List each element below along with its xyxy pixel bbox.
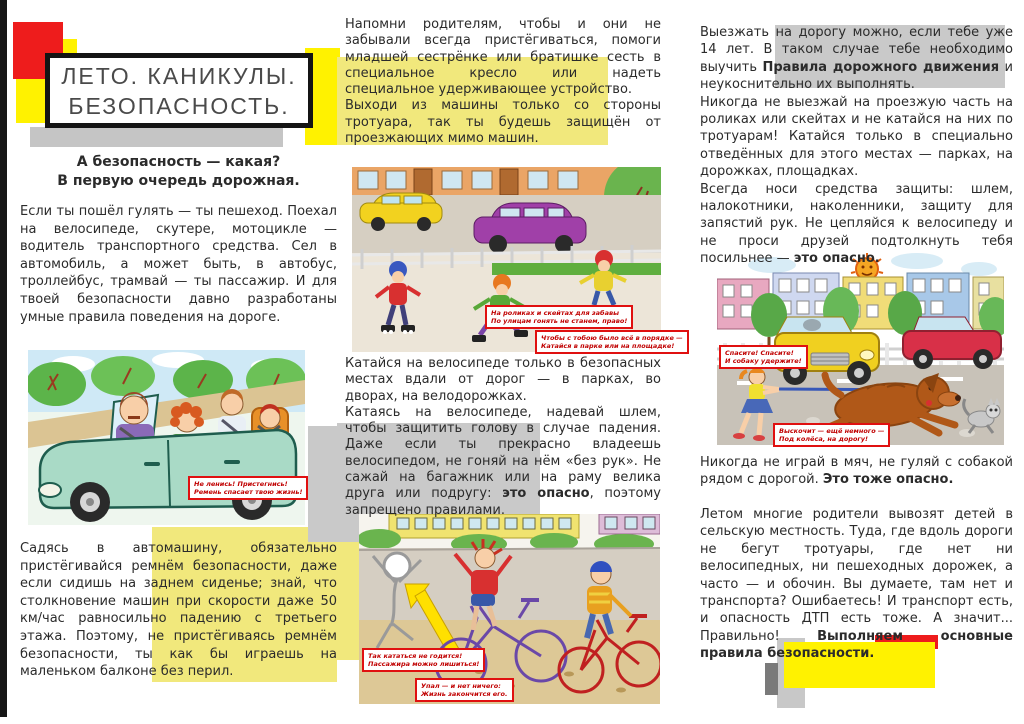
paragraph-text: Никогда не играй в мяч, не гуляй с собакой рядом с дорогой. <box>700 455 1013 488</box>
dog-chasing-cat-illustration <box>717 253 1004 445</box>
cycling-scene <box>359 514 660 704</box>
illustration-caption <box>362 648 485 672</box>
paragraph-text: Всегда носи средства защиты: шлем, налокотники, наколенники, защиту для запястий рук. Не цепляйся к велосипеду и не проси друзей подтолкнуть тебя посильнее — <box>700 181 1013 267</box>
illustration-caption <box>773 423 890 447</box>
headlight <box>39 483 61 497</box>
caption-line: На роликах и скейтах для забавы <box>491 309 619 317</box>
hedge <box>492 263 661 275</box>
column2-paragraph-3: Катайся на велосипеде только в безопасных местах вдали от дорог — в парках, во дворах, на велодорожках. <box>345 356 661 404</box>
illustration-caption <box>415 678 514 702</box>
paragraph-text: Катаясь на велосипеде, надевай шлем, чтобы защитить голову в случае падения. Даже если ты прекрасно владеешь велосипедом, не гоняй на нём «без рук». Не сажай на багажник или на раму велика друга или подругу: <box>345 404 661 502</box>
caption-line: Не ленись! Пристегнись! <box>194 480 288 488</box>
caption-line: И собаку удержите! <box>725 357 802 365</box>
bold-warning-text: это опасно <box>502 486 590 502</box>
bold-rules-text: Правила дорожного движения <box>762 59 1000 75</box>
illustration-caption <box>719 345 808 369</box>
illustration-caption <box>485 305 633 329</box>
paragraph-text: Летом многие родители вывозят детей в сельскую местность. Туда, где вдоль дороги не бегут тротуары, где нет ни велосипедных, ни пешеходных дорожек, а часто — и обочин. Вы думаете, там нет и транспорта? Ошибаетесь! И транспорт есть, и опасность ДТП есть тоже. А значит... Правильно! <box>700 507 1013 644</box>
caption-line: Выскочит — ещё немного — <box>779 427 885 435</box>
decor-footer-darkgray <box>765 663 778 695</box>
bold-conclusion-text: Выполняем основные правила безопасности. <box>700 628 1014 662</box>
car-family-illustration <box>28 350 305 525</box>
cycling-kids-illustration <box>359 514 660 704</box>
bold-warning-text: это опасно. <box>793 251 880 267</box>
caption-line: Так кататься не годится! <box>368 652 463 660</box>
illustration-caption <box>188 476 308 500</box>
column1-subheading <box>20 153 337 191</box>
subheading-line2: В первую очередь дорожная. <box>57 173 300 189</box>
decor-left-black-strip <box>0 0 7 717</box>
page-title-line2: БЕЗОПАСНОСТЬ. <box>68 92 290 119</box>
column2-paragraph-2: Выходи из машины только со стороны тротуара, так ты будешь защищён от проезжающих мимо машин. <box>345 98 661 147</box>
paragraph-text: и неукоснительно их выполнять. <box>700 59 1013 93</box>
column2-paragraphs-top <box>345 17 661 147</box>
front-wheel <box>70 482 110 522</box>
paragraph-text: Выезжать на дорогу можно, если тебе уже 14 лет. В таком случае тебе необходимо выучить <box>700 25 1013 75</box>
bold-warning-text: Это тоже опасно. <box>822 472 954 488</box>
column1-paragraph-1: Если ты пошёл гулять — ты пешеход. Поехал на велосипеде, скутере, мотоцикле — водитель транспортного средства. Сел в автомобиль, а может быть, в автобус, троллейбус, трамвай — ты пассажир. И для твоей безопасности давно разработаны умные правила поведения на дороге. <box>20 204 337 325</box>
illustration-caption <box>535 330 689 354</box>
column2-paragraph-4 <box>345 405 661 519</box>
column3-paragraph-1 <box>700 24 1013 94</box>
caption-line: Пассажира можно лишиться! <box>368 660 480 668</box>
decor-gray-rect-col1 <box>308 426 337 542</box>
column3-paragraph-5 <box>700 506 1013 663</box>
column3-paragraph-3 <box>700 181 1013 268</box>
caption-line: Катайся в парке или на площадке! <box>541 342 675 350</box>
page-title <box>45 53 313 128</box>
decor-gray-bar-under-title <box>30 127 283 147</box>
column3-paragraph-4 <box>700 454 1013 489</box>
dog-collar <box>926 400 932 406</box>
caption-line: Жизнь закончится его. <box>421 690 508 698</box>
subheading-line1: А безопасность — какая? <box>76 154 281 170</box>
column3-paragraph-2: Никогда не выезжай на проезжую часть на роликах или скейтах и не катайся на них по тротуарам! Катайся только в специально отведённых для этого местах — парках, на дорожках, площадках. <box>700 94 1013 180</box>
column1-paragraph-2: Садясь в автомашину, обязательно пристёгивайся ремнём безопасности, даже если сидишь на заднем сиденье; знай, что столкновение машин при скорости даже 50 км/час равносильно падению с третьего этажа. Поэтому, не пристёгиваясь ремнём безопасности, ты как бы играешь на маленьком балконе без перил. <box>20 541 337 680</box>
rollerblading-kids-illustration <box>352 167 683 352</box>
column2-paragraph-1: Напомни родителям, чтобы и они не забывали всегда пристёгиваться, помоги младшей сестрёнке или братишке сесть в специальное кресло или надеть специальное удерживающее устройство. <box>345 17 661 98</box>
caption-line: Спасите! Спасите! <box>725 349 794 357</box>
caption-line: Чтобы с тобою было всё в порядке — <box>541 334 683 342</box>
column3-paragraphs-top <box>700 24 1013 268</box>
page-title-line1: ЛЕТО. КАНИКУЛЫ. <box>61 62 297 89</box>
caption-line: Упал — и нет ничего: <box>421 682 501 690</box>
caption-line: Под колёса, на дорогу! <box>779 435 869 443</box>
caption-line: По улицам гонять не станем, право! <box>491 317 628 325</box>
paragraph-text: , поэтому запрещено правилами. <box>345 486 661 518</box>
caption-line: Ремень спасает твою жизнь! <box>194 488 303 496</box>
door-handle <box>144 462 160 466</box>
column2-paragraphs-bottom <box>345 356 661 519</box>
building-door <box>414 169 432 195</box>
